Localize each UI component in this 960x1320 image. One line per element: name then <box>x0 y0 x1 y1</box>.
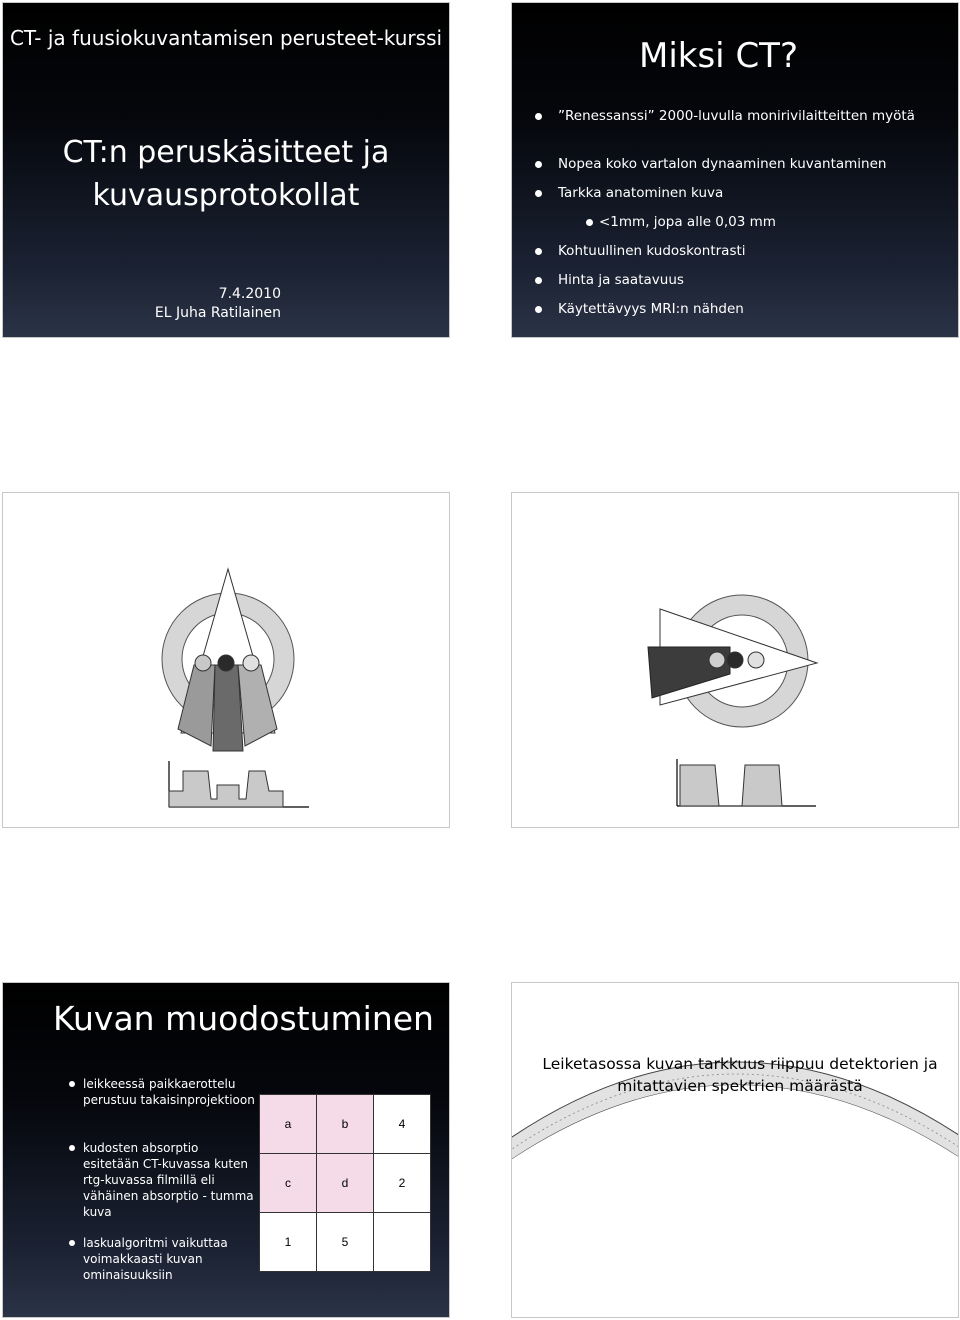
list-item: Hinta ja saatavuus <box>558 271 918 290</box>
grid-cell: 4 <box>374 1095 431 1154</box>
projection-diagram-vertical <box>3 493 450 828</box>
bullet-icon <box>535 190 542 197</box>
list-item: Tarkka anatominen kuva <box>558 184 918 203</box>
bullet-icon <box>535 277 542 284</box>
bullet-icon <box>535 113 542 120</box>
presentation-date: 7.4.2010 <box>218 286 281 302</box>
bullet-icon <box>69 1240 75 1246</box>
bullet-icon <box>586 219 593 226</box>
slide-projection-vertical <box>2 492 450 828</box>
slide-miksi-ct <box>511 2 959 338</box>
grid-cell: a <box>260 1095 317 1154</box>
list-item: Kohtuullinen kudoskontrasti <box>558 242 918 261</box>
reconstruction-grid <box>259 1094 431 1272</box>
table-row <box>260 1154 431 1213</box>
grid-cell <box>374 1213 431 1272</box>
list-item: leikkeessä paikkaerottelu perustuu takaisinprojektioon <box>83 1076 258 1108</box>
grid-cell: 1 <box>260 1213 317 1272</box>
presentation-title <box>3 131 449 217</box>
slide-title <box>2 2 450 338</box>
slide-heading: Kuvan muodostuminen <box>53 999 434 1038</box>
list-item: Käytettävyys MRI:n nähden <box>558 300 918 319</box>
list-item: <1mm, jopa alle 0,03 mm <box>599 213 959 232</box>
bullet-icon <box>69 1145 75 1151</box>
bullet-icon <box>69 1081 75 1087</box>
list-item: kudosten absorptio esitetään CT-kuvassa kuten rtg-kuvassa filmillä eli vähäinen absorptio - tumma kuva <box>83 1140 258 1220</box>
table-row <box>260 1095 431 1154</box>
bullet-icon <box>535 306 542 313</box>
grid-cell: d <box>317 1154 374 1213</box>
list-item: laskualgoritmi vaikuttaa voimakkaasti kuvan ominaisuuksiin <box>83 1235 258 1283</box>
grid-cell: b <box>317 1095 374 1154</box>
detector-ring-diagram <box>512 983 959 1318</box>
list-item: ”Renessanssi” 2000-luvulla monirivilaitteitten myötä <box>558 107 918 126</box>
list-item: Nopea koko vartalon dynaaminen kuvantaminen <box>558 155 918 174</box>
course-name: CT- ja fuusiokuvantamisen perusteet-kurssi <box>9 26 443 50</box>
grid-cell: 5 <box>317 1213 374 1272</box>
slide-detector-resolution <box>511 982 959 1318</box>
slide-caption: Leiketasossa kuvan tarkkuus riippuu detektorien ja mitattavien spektrien määrästä <box>542 1055 938 1095</box>
slide-projection-horizontal <box>511 492 959 828</box>
title-line-2: kuvausprotokollat <box>92 178 360 213</box>
presentation-author: EL Juha Ratilainen <box>154 305 281 321</box>
bullet-icon <box>535 161 542 168</box>
slide-kuvan-muodostuminen <box>2 982 450 1318</box>
grid-cell: 2 <box>374 1154 431 1213</box>
bullet-icon <box>535 248 542 255</box>
slide-heading: Miksi CT? <box>639 36 798 76</box>
table-row <box>260 1213 431 1272</box>
grid-cell: c <box>260 1154 317 1213</box>
title-line-1: CT:n peruskäsitteet ja <box>62 135 390 170</box>
projection-diagram-horizontal <box>512 493 959 828</box>
